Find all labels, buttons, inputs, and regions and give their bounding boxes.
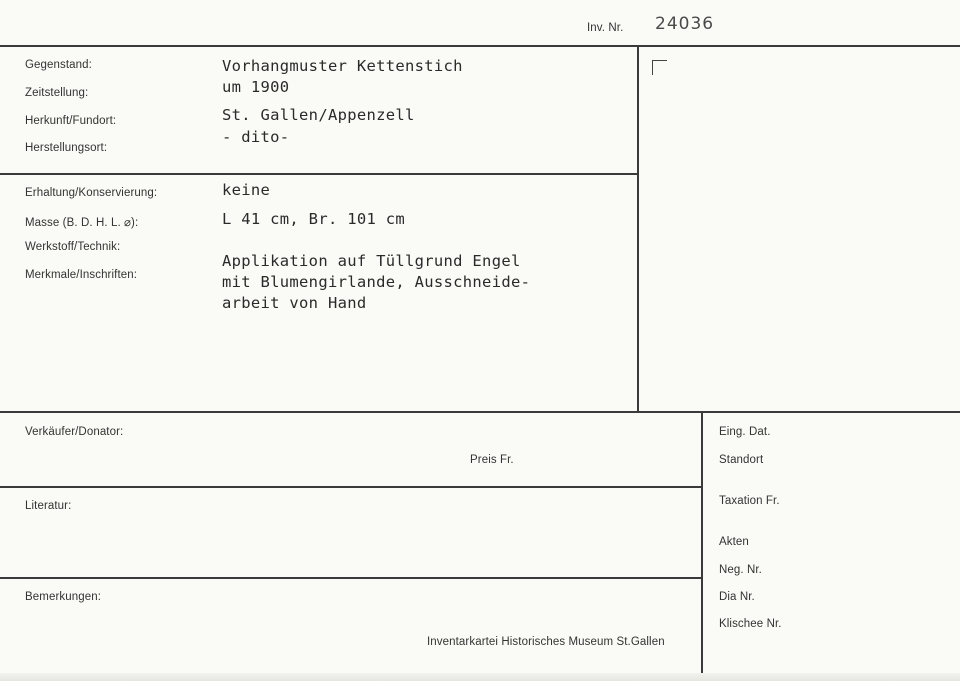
rule-vertical-admin: [701, 411, 703, 673]
rule-mid-left: [0, 173, 638, 175]
literatur-label: Literatur:: [25, 500, 72, 512]
erhaltung-value: keine: [222, 181, 271, 199]
inv-nr-label: Inv. Nr.: [587, 22, 624, 34]
rule-literatur: [0, 486, 702, 488]
rule-section: [0, 411, 960, 413]
erhaltung-label: Erhaltung/Konservierung:: [25, 187, 158, 199]
herkunft-label: Herkunft/Fundort:: [25, 115, 117, 127]
photo-corner-mark: [652, 60, 667, 75]
herkunft-value: St. Gallen/Appenzell: [222, 106, 415, 124]
preis-label: Preis Fr.: [470, 454, 514, 466]
technik-line-1: Applikation auf Tüllgrund Engel: [222, 252, 521, 270]
zeitstellung-value: um 1900: [222, 78, 290, 96]
herstellungsort-label: Herstellungsort:: [25, 142, 108, 154]
standort-label: Standort: [719, 454, 764, 466]
technik-line-3: arbeit von Hand: [222, 294, 367, 312]
klischee-nr-label: Klischee Nr.: [719, 618, 782, 630]
card-bottom-edge: [0, 673, 960, 681]
masse-label: Masse (B. D. H. L. ⌀):: [25, 217, 139, 229]
bemerkungen-label: Bemerkungen:: [25, 591, 101, 603]
eing-dat-label: Eing. Dat.: [719, 426, 771, 438]
masse-value: L 41 cm, Br. 101 cm: [222, 210, 406, 228]
technik-line-2: mit Blumengirlande, Ausschneide-: [222, 273, 531, 291]
rule-bemerkungen: [0, 577, 702, 579]
zeitstellung-label: Zeitstellung:: [25, 87, 89, 99]
herstellungsort-value: - dito-: [222, 128, 290, 146]
rule-top: [0, 45, 960, 47]
taxation-label: Taxation Fr.: [719, 495, 780, 507]
werkstoff-label: Werkstoff/Technik:: [25, 241, 121, 253]
rule-vertical-image: [637, 45, 639, 411]
neg-nr-label: Neg. Nr.: [719, 564, 762, 576]
dia-nr-label: Dia Nr.: [719, 591, 755, 603]
verkaeufer-label: Verkäufer/Donator:: [25, 426, 124, 438]
inv-nr-value: 24036: [655, 14, 715, 34]
gegenstand-value: Vorhangmuster Kettenstich: [222, 57, 463, 75]
akten-label: Akten: [719, 536, 749, 548]
footer-text: Inventarkartei Historisches Museum St.Gallen: [427, 636, 665, 648]
merkmale-label: Merkmale/Inschriften:: [25, 269, 138, 281]
gegenstand-label: Gegenstand:: [25, 59, 92, 71]
